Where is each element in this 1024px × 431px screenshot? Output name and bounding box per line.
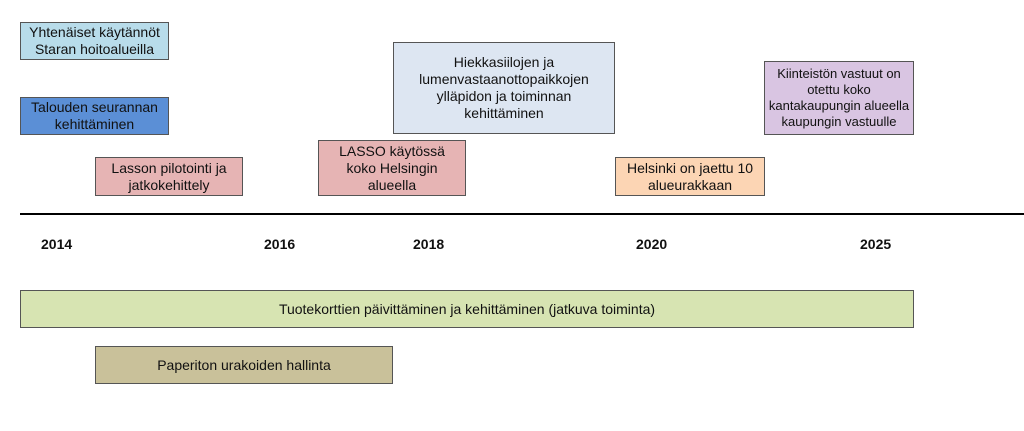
box-lasso-kaytossa: LASSO käytössä koko Helsingin alueella [318,140,466,196]
bar-paperiton-hallinta: Paperiton urakoiden hallinta [95,346,393,384]
year-label-2025: 2025 [860,236,892,252]
box-hiekkasiilot: Hiekkasiilojen ja lumenvastaanottopaikkojen ylläpidon ja toiminnan kehittäminen [393,42,615,134]
year-label-2014: 2014 [41,236,73,252]
box-talouden-seuranta: Talouden seurannan kehittäminen [20,97,169,135]
year-label-2018: 2018 [413,236,445,252]
box-kiinteiston-vastuut: Kiinteistön vastuut on otettu koko kantakaupungin alueella kaupungin vastuulle [764,61,914,135]
year-label-2016: 2016 [264,236,296,252]
bar-tuotekortit: Tuotekorttien päivittäminen ja kehittäminen (jatkuva toiminta) [20,290,914,328]
timeline-axis [20,213,1024,215]
box-alueurakat: Helsinki on jaettu 10 alueurakkaan [615,157,765,196]
year-label-2020: 2020 [636,236,668,252]
box-yhtenaiset-kaytannot: Yhtenäiset käytännöt Staran hoitoalueilla [20,22,169,60]
box-lasso-pilotointi: Lasson pilotointi ja jatkokehittely [95,157,243,196]
